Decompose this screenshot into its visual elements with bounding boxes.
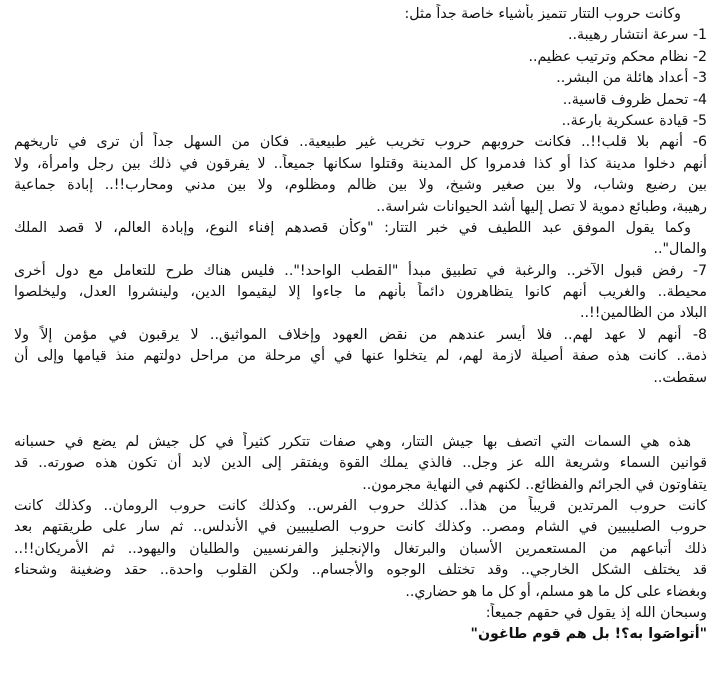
spacer xyxy=(14,410,707,431)
list-item-6 xyxy=(14,132,707,218)
paragraph-line: بين رضيع وشاب، ولا بين صغير وشيخ، ولا بين ظالم ومظلوم، ولا بين مدني ومحارب!!.. إبادة جماعية xyxy=(14,177,707,194)
paragraph-line: وكما يقول الموفق عبد اللطيف في خبر التتار: "وكأن قصدهم إفناء النوع، وإبادة العالم، لا قصد الملك xyxy=(14,219,691,236)
list-item-7 xyxy=(14,261,707,325)
paragraph-line: 8- أنهم لا عهد لهم.. فلا أيسر عندهم من نقض العهود وإخلاف المواثيق.. لا يرقبون في مؤمن إلاً ولا xyxy=(14,326,707,343)
paragraph-line: سقطت.. xyxy=(653,369,707,386)
document-page xyxy=(14,4,707,692)
list-item-1: 1- سرعة انتشار رهيبة.. xyxy=(568,27,707,44)
intro-line: وكانت حروب التتار تتميز بأشياء خاصة جداً مثل: xyxy=(404,6,681,22)
paragraph-line: والمال".. xyxy=(653,241,707,258)
paragraph-line: يتفاوتون في الجرائم والفظائع.. لكنهم في النهاية مجرمون.. xyxy=(362,476,707,493)
paragraph-line: 6- أنهم بلا قلب!!.. فكانت حروبهم حروب تخريب غير طبيعية.. فكان من السهل جداً أن ترى في تاريخهم xyxy=(14,134,707,151)
list-item-4: 4- تحمل ظروف قاسية.. xyxy=(562,91,707,108)
list-item-5: 5- قيادة عسكرية بارعة.. xyxy=(561,112,707,129)
list-item-3: 3- أعداد هائلة من البشر.. xyxy=(556,70,707,87)
spacer xyxy=(14,389,707,410)
paragraph-line: أنهم دخلوا مدينة كذا أو كذا فدمروا كل المدينة وقتلوا سكانها جميعاً.. لا يفرقون في ذلك بين رجل وامرأة، ولا xyxy=(14,155,707,172)
paragraph-line: البلاد من الظالمين!!.. xyxy=(580,305,707,322)
paragraph-line: هذه هي السمات التي اتصف بها جيش التتار، وهي صفات تتكرر كثيراً في كل جيش لم يضع في حسبانه xyxy=(14,433,691,450)
paragraph-line: حروب الصليبيين في الشام ومصر.. وكذلك كانت حروب الصليبيين في الأندلس.. ثم سار على طريقتهم بعد xyxy=(14,519,707,536)
numbered-list xyxy=(14,25,707,132)
paragraph-line: رهيبة، وطبائع دموية لا تصل إليها أشد الحيوانات شراسة.. xyxy=(376,198,707,215)
verse-quote: "أتواصَوا به؟! بل هم قوم طاغون" xyxy=(470,626,707,643)
paragraph-line: كانت حروب المرتدين قريباً من هذا.. كذلك حروب الفرس.. وكذلك كانت حروب الرومان.. وكذلك كانت xyxy=(14,497,707,514)
history-paragraph xyxy=(14,496,707,603)
paragraph-line: 7- رفض قبول الآخر.. والرغبة في تطبيق مبدأ "القطب الواحد!".. فليس هناك طرح للتعامل مع دول أخرى xyxy=(14,262,707,279)
paragraph-line: ذلك أتباعهم من المستعمرين الأسبان والبرتغال والإنجليز والفرنسيين والطليان واليهود.. ثم الأمريكان!!.. xyxy=(14,540,707,557)
paragraph-line: وبغضاء على كل ما هو مسلم، أو كل ما هو حضاري.. xyxy=(405,583,707,600)
paragraph-line: محيطة.. والغريب أنهم كانوا يتظاهرون دائماً بأنهم ما جاءوا إلا ليقيموا الدين، ولينشروا العدل، وليخلصوا xyxy=(14,284,707,301)
paragraph-line: قد يختلف الشكل الخارجي.. وقد تختلف الوجوه والأجسام.. ولكن القلوب واحدة.. حقد وضغينة وشحناء xyxy=(14,562,707,579)
list-item-8 xyxy=(14,325,707,389)
quote-paragraph xyxy=(14,218,707,261)
paragraph-line: قوانين السماء وشريعة الله عز وجل.. فالذي يملك القوة ويفتقر إلى الدين لابد أن تكون هذه صورته.. قد xyxy=(14,455,707,472)
list-item-2: 2- نظام محكم وترتيب عظيم.. xyxy=(528,48,707,65)
paragraph-line: ذمة.. كانت هذه صفة أصيلة لازمة لهم، لم يتخلوا عنها في أي مرحلة من مراحل دولتهم منذ قيامها وإلى أن xyxy=(14,348,707,365)
summary-paragraph xyxy=(14,432,707,496)
closing-line: وسبحان الله إذ يقول في حقهم جميعاً: xyxy=(485,604,707,621)
